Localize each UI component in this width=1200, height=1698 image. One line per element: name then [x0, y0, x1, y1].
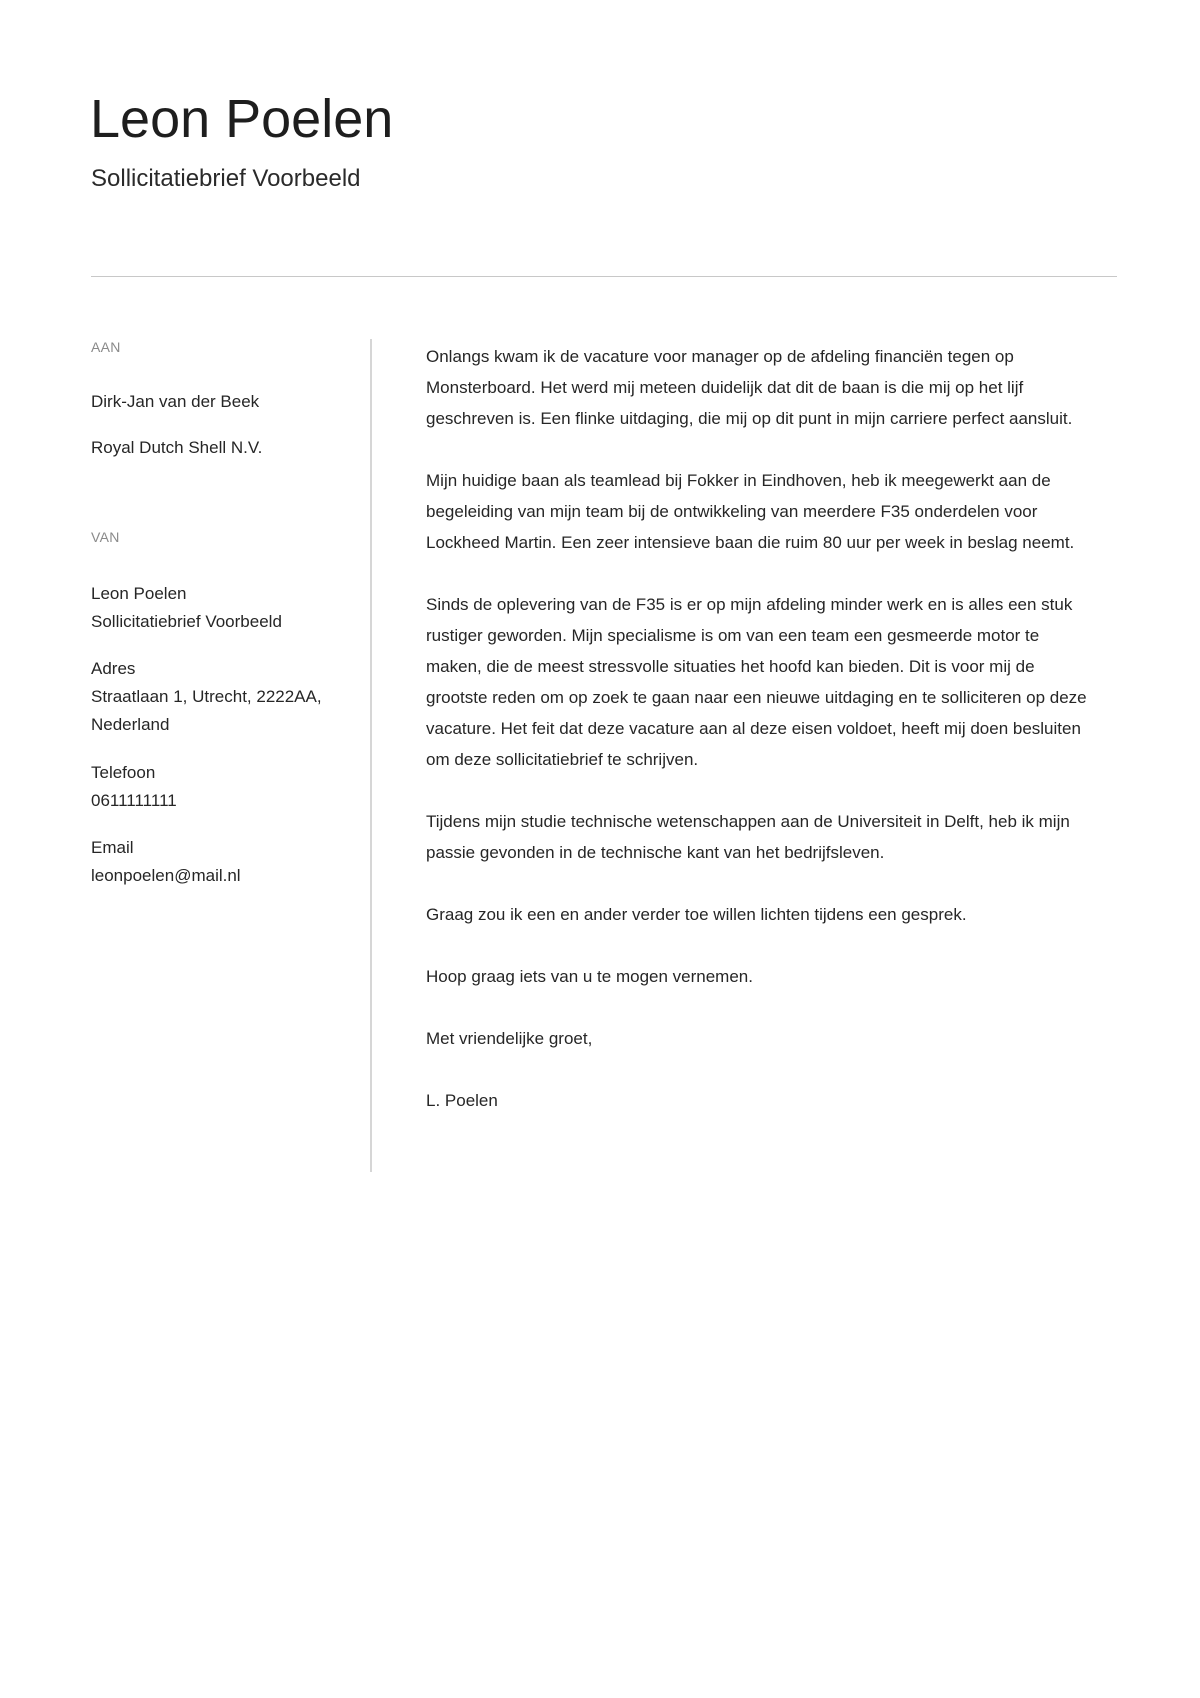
- page-subtitle: Sollicitatiebrief Voorbeeld: [91, 165, 361, 192]
- sender-name: Leon Poelen: [91, 584, 187, 603]
- recipient-label: AAN: [91, 339, 121, 355]
- header-divider: [91, 276, 1117, 277]
- page-title: Leon Poelen: [90, 89, 394, 149]
- letter-body: [426, 341, 1096, 1147]
- phone-value: 0611111111: [91, 791, 177, 810]
- letter-paragraph: Sinds de oplevering van de F35 is er op mijn afdeling minder werk en is alles een stuk rustiger geworden. Mijn specialisme is om van een team een gesmeerde motor te maken, die de meest stressvolle situaties het hoofd kan bieden. Dit is voor mij de grootste reden om op zoek te gaan naar een nieuwe uitdaging en te solliciteren op deze vacature. Het feit dat deze vacature aan al deze eisen voldoet, heeft mij doen besluiten om deze sollicitatiebrief te schrijven.: [426, 595, 1087, 769]
- recipient-company: Royal Dutch Shell N.V.: [91, 438, 263, 457]
- phone-label: Telefoon: [91, 763, 156, 782]
- letter-paragraph: Graag zou ik een en ander verder toe willen lichten tijdens een gesprek.: [426, 905, 967, 924]
- letter-closing: Met vriendelijke groet,: [426, 1029, 593, 1048]
- letter-paragraph: Hoop graag iets van u te mogen vernemen.: [426, 967, 753, 986]
- sender-subtitle: Sollicitatiebrief Voorbeeld: [91, 612, 282, 631]
- address-label: Adres: [91, 659, 136, 678]
- letter-signature: L. Poelen: [426, 1091, 498, 1110]
- email-label: Email: [91, 838, 134, 857]
- sender-label: VAN: [91, 529, 120, 545]
- letter-paragraph: Tijdens mijn studie technische wetenschappen aan de Universiteit in Delft, heb ik mijn passie gevonden in de technische kant van het bedrijfsleven.: [426, 812, 1070, 862]
- address-value: Straatlaan 1, Utrecht, 2222AA, Nederland: [91, 687, 322, 734]
- column-divider: [370, 339, 372, 1172]
- letter-paragraph: Mijn huidige baan als teamlead bij Fokker in Eindhoven, heb ik meegewerkt aan de begeleiding van mijn team bij de ontwikkeling van meerdere F35 onderdelen voor Lockheed Martin. Een zeer intensieve baan die ruim 80 uur per week in beslag neemt.: [426, 471, 1075, 552]
- letter-paragraph: Onlangs kwam ik de vacature voor manager op de afdeling financiën tegen op Monsterboard. Het werd mij meteen duidelijk dat dit de baan is die mij op het lijf geschreven is. Een flinke uitdaging, die mij op dit punt in mijn carriere perfect aansluit.: [426, 347, 1073, 428]
- email-value: leonpoelen@mail.nl: [91, 866, 241, 885]
- recipient-name: Dirk-Jan van der Beek: [91, 392, 260, 411]
